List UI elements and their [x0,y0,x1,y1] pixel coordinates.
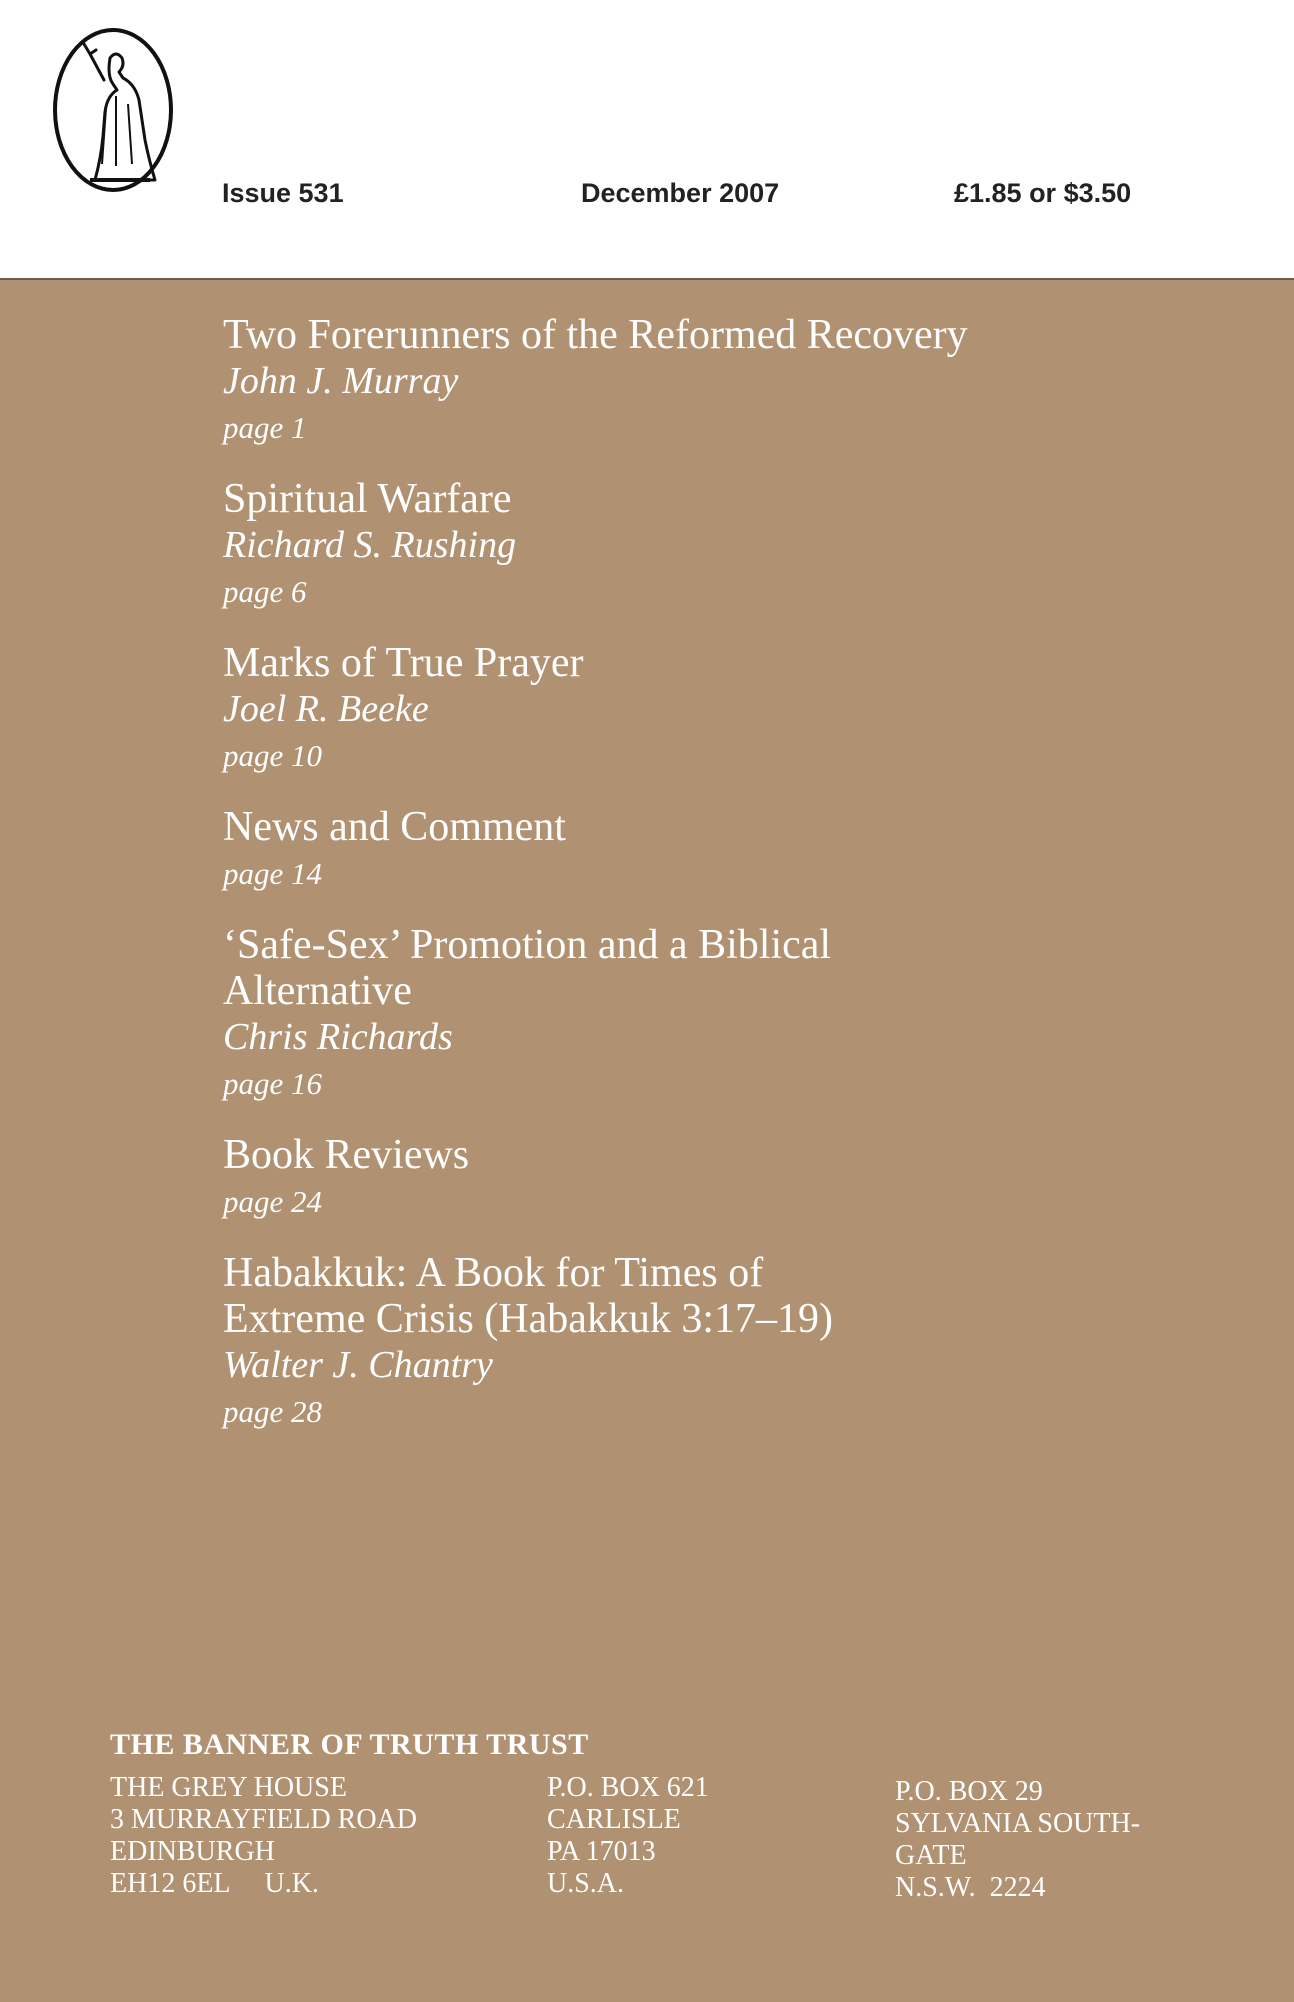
toc-page: page 24 [223,1184,323,1219]
toc-author: Richard S. Rushing [223,524,517,566]
toc-entry [223,1132,1123,1226]
address-usa [547,1772,709,1900]
toc-entry [223,640,1123,780]
cover-body [0,278,1294,2002]
toc-page: page 14 [223,856,323,891]
toc-title: News and Comment [223,804,566,850]
address-line: GATE [895,1840,967,1871]
address-uk [110,1772,417,1900]
address-australia [895,1776,1140,1904]
toc-page: page 1 [223,410,307,445]
toc-author: Chris Richards [223,1016,453,1058]
toc-title: Two Forerunners of the Reformed Recovery [223,312,968,358]
toc-entry [223,312,1123,452]
address-line: EDINBURGH [110,1836,275,1867]
toc-title: Marks of True Prayer [223,640,584,686]
address-line: EH12 6EL U.K. [110,1868,319,1899]
publisher-addresses [110,1772,1210,1912]
address-line: N.S.W. 2224 [895,1872,1046,1903]
toc-entry [223,922,1123,1108]
address-line: P.O. BOX 29 [895,1776,1043,1807]
address-line: 3 MURRAYFIELD ROAD [110,1804,418,1835]
address-line: THE GREY HOUSE [110,1772,347,1803]
toc-author: John J. Murray [223,360,459,402]
toc-title: Book Reviews [223,1132,470,1178]
address-line: U.S.A. [547,1868,625,1899]
toc-page: page 10 [223,738,323,773]
toc-author: Walter J. Chantry [223,1344,493,1386]
address-line: CARLISLE [547,1804,681,1835]
toc-author: Joel R. Beeke [223,688,429,730]
issue-date: December 2007 [581,178,780,208]
toc-title: Spiritual Warfare [223,476,512,522]
cover-header [0,0,1294,278]
puritan-preacher-emblem-icon [50,18,180,193]
table-of-contents [223,312,1123,1460]
toc-page: page 6 [223,574,307,609]
toc-title: Habakkuk: A Book for Times of Extreme Crisis (Habakkuk 3:17–19) [223,1250,834,1342]
publisher-name: THE BANNER OF TRUTH TRUST [110,1728,589,1761]
toc-page: page 16 [223,1066,323,1101]
toc-entry [223,1250,1123,1436]
address-line: P.O. BOX 621 [547,1772,709,1803]
toc-entry [223,476,1123,616]
toc-title: ‘Safe-Sex’ Promotion and a Biblical Alternative [223,922,832,1014]
address-line: SYLVANIA SOUTH- [895,1808,1141,1839]
toc-entry [223,804,1123,898]
publisher-footer [110,1728,1210,1912]
toc-page: page 28 [223,1394,323,1429]
issue-price: £1.85 or $3.50 [954,178,1132,208]
issue-number: Issue 531 [222,178,344,208]
address-line: PA 17013 [547,1836,656,1867]
